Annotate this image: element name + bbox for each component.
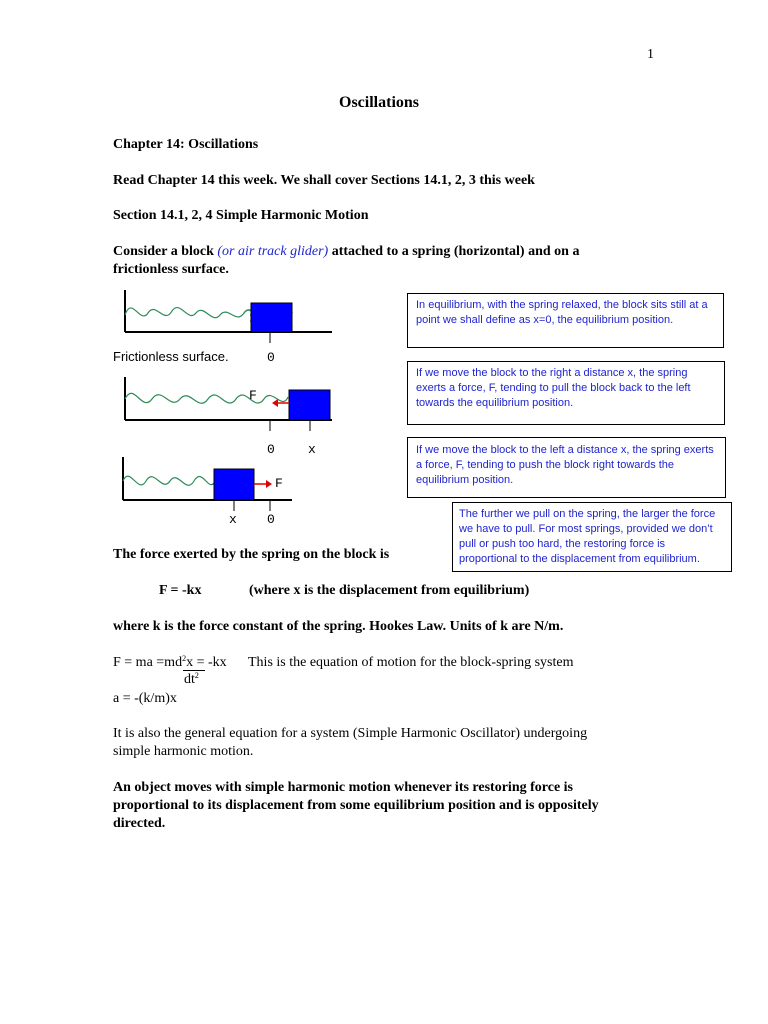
general-line-1: It is also the general equation for a system (Simple Harmonic Oscillator) undergoing xyxy=(113,726,588,741)
force-label-3: F xyxy=(275,476,283,491)
displaced-right-diagram xyxy=(125,377,332,457)
note-move-right: If we move the block to the right a distance x, the spring exerts a force, F, tending to pull the block back to the left towards the equilibrium position. xyxy=(407,361,725,425)
zero-label-1: 0 xyxy=(267,350,275,365)
hookes-law-description: where k is the force constant of the spring. Hookes Law. Units of k are N/m. xyxy=(113,619,564,634)
intro-text-2: attached to a spring (horizontal) and on a xyxy=(328,244,580,259)
conclusion-line-3: directed. xyxy=(113,816,166,831)
conclusion-line-2: proportional to its displacement from some equilibrium position and is oppositely xyxy=(113,798,599,813)
block-1 xyxy=(251,303,292,332)
displaced-left-diagram xyxy=(123,457,292,527)
spring-block-diagram xyxy=(110,285,350,535)
zero-label-2: 0 xyxy=(267,442,275,457)
spring-1 xyxy=(125,308,254,322)
general-line-2: simple harmonic motion. xyxy=(113,744,254,759)
intro-aside: (or air track glider) xyxy=(217,244,329,259)
section-heading: Section 14.1, 2, 4 Simple Harmonic Motion xyxy=(113,208,369,223)
chapter-heading: Chapter 14: Oscillations xyxy=(113,137,259,152)
hookes-law-equation: F = -kx xyxy=(159,583,202,598)
eom-numerator: $d^2x$ xyxy=(175,654,194,670)
note-move-left: If we move the block to the left a distance x, the spring exerts a force, F, tending to push the block right towards the equilibrium position. xyxy=(407,437,726,498)
x-label-2: x xyxy=(308,442,316,457)
intro-line-2: frictionless surface. xyxy=(113,262,229,277)
eom-denominator: $dt^2$ xyxy=(184,671,199,687)
force-label-2: F xyxy=(249,388,257,403)
hookes-law-comment: (where x is the displacement from equilibrium) xyxy=(249,583,530,598)
spring-3 xyxy=(123,476,214,485)
intro-line-1 xyxy=(113,243,579,260)
page-number: 1 xyxy=(647,47,654,62)
x-label-3: x xyxy=(229,512,237,527)
eom-rhs: = -kx xyxy=(193,655,227,670)
note-further: The further we pull on the spring, the larger the force we have to pull. For most springs, provided we don’t pull or push too hard, the restoring force is proportional to the displacement from equilibrium. xyxy=(452,502,732,572)
zero-label-3: 0 xyxy=(267,512,275,527)
note-equilibrium: In equilibrium, with the spring relaxed, the block sits still at a point we shall define as x=0, the equilibrium position. xyxy=(407,293,724,348)
block-3 xyxy=(214,469,254,500)
block-2 xyxy=(289,390,330,420)
force-arrowhead-right xyxy=(266,480,272,488)
frictionless-surface-label: Frictionless surface. xyxy=(113,349,229,364)
acceleration-equation: a = -(k/m)x xyxy=(113,691,177,706)
conclusion-line-1: An object moves with simple harmonic motion whenever its restoring force is xyxy=(113,780,573,795)
page-title: Oscillations xyxy=(339,94,420,111)
intro-text-1: Consider a block xyxy=(113,244,218,259)
eom-lhs: F = ma =m xyxy=(113,655,176,670)
force-statement: The force exerted by the spring on the block is xyxy=(113,547,390,562)
reading-assignment: Read Chapter 14 this week. We shall cover Sections 14.1, 2, 3 this week xyxy=(113,173,535,188)
spring-2 xyxy=(125,393,288,403)
eom-comment: This is the equation of motion for the block-spring system xyxy=(248,655,574,670)
equation-of-motion xyxy=(113,654,227,671)
force-arrowhead-left xyxy=(272,399,278,407)
